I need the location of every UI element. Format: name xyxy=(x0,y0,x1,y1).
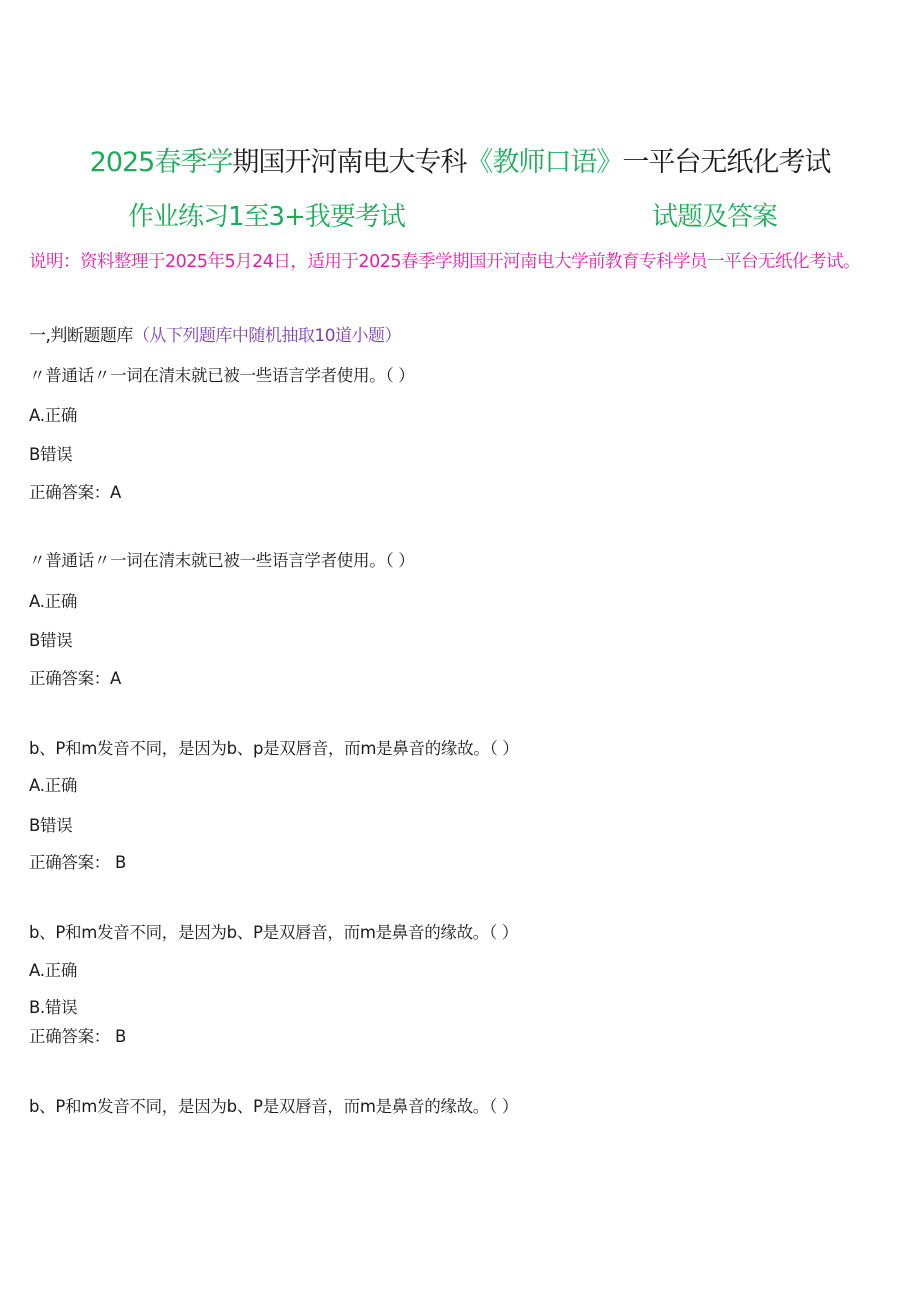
title-subtitle-left: 作业练习1至3+我要考试 xyxy=(128,202,405,232)
option-a: A.正确 xyxy=(29,406,78,425)
answer: 正确答案： B xyxy=(29,1027,126,1046)
title-school: 期国开河南电大专科 xyxy=(232,147,467,178)
title-exam-type: 一平台无纸化考试 xyxy=(622,147,831,178)
title-term: 2025春季学 xyxy=(89,147,233,178)
question-stem: 〃普通话〃一词在清末就已被一些语言学者使用。（ ） xyxy=(29,551,415,570)
question-stem: 〃普通话〃一词在清末就已被一些语言学者使用。（ ） xyxy=(29,366,415,385)
answer: 正确答案：A xyxy=(29,669,121,688)
question-stem: b、P和m发音不同，是因为b、P是双唇音，而m是鼻音的缘故。（ ） xyxy=(29,923,519,942)
option-b: B错误 xyxy=(29,816,73,835)
title-subtitle-right: 试题及答案 xyxy=(652,202,778,232)
title-course: 《教师口语》 xyxy=(466,147,623,178)
option-b: B.错误 xyxy=(29,998,78,1017)
answer: 正确答案：A xyxy=(29,483,121,502)
option-a: A.正确 xyxy=(29,592,78,611)
option-b: B错误 xyxy=(29,631,73,650)
option-a: A.正确 xyxy=(29,961,78,980)
question-stem: b、P和m发音不同，是因为b、p是双唇音，而m是鼻音的缘故。（ ） xyxy=(29,739,519,758)
section-label: 一,判断题题库 xyxy=(29,326,133,346)
document-title-line1 xyxy=(0,143,920,183)
question-stem: b、P和m发音不同，是因为b、P是双唇音，而m是鼻音的缘故。（ ） xyxy=(29,1097,519,1116)
answer: 正确答案： B xyxy=(29,853,126,872)
section-hint: （从下列题库中随机抽取10道小题） xyxy=(132,326,402,346)
option-a: A.正确 xyxy=(29,776,78,795)
description-note: 说明：资料整理于2025年5月24日，适用于2025春季学期国开河南电大学前教育专科学员一平台无纸化考试。 xyxy=(29,252,860,272)
section-heading xyxy=(29,322,401,350)
option-b: B错误 xyxy=(29,445,73,464)
